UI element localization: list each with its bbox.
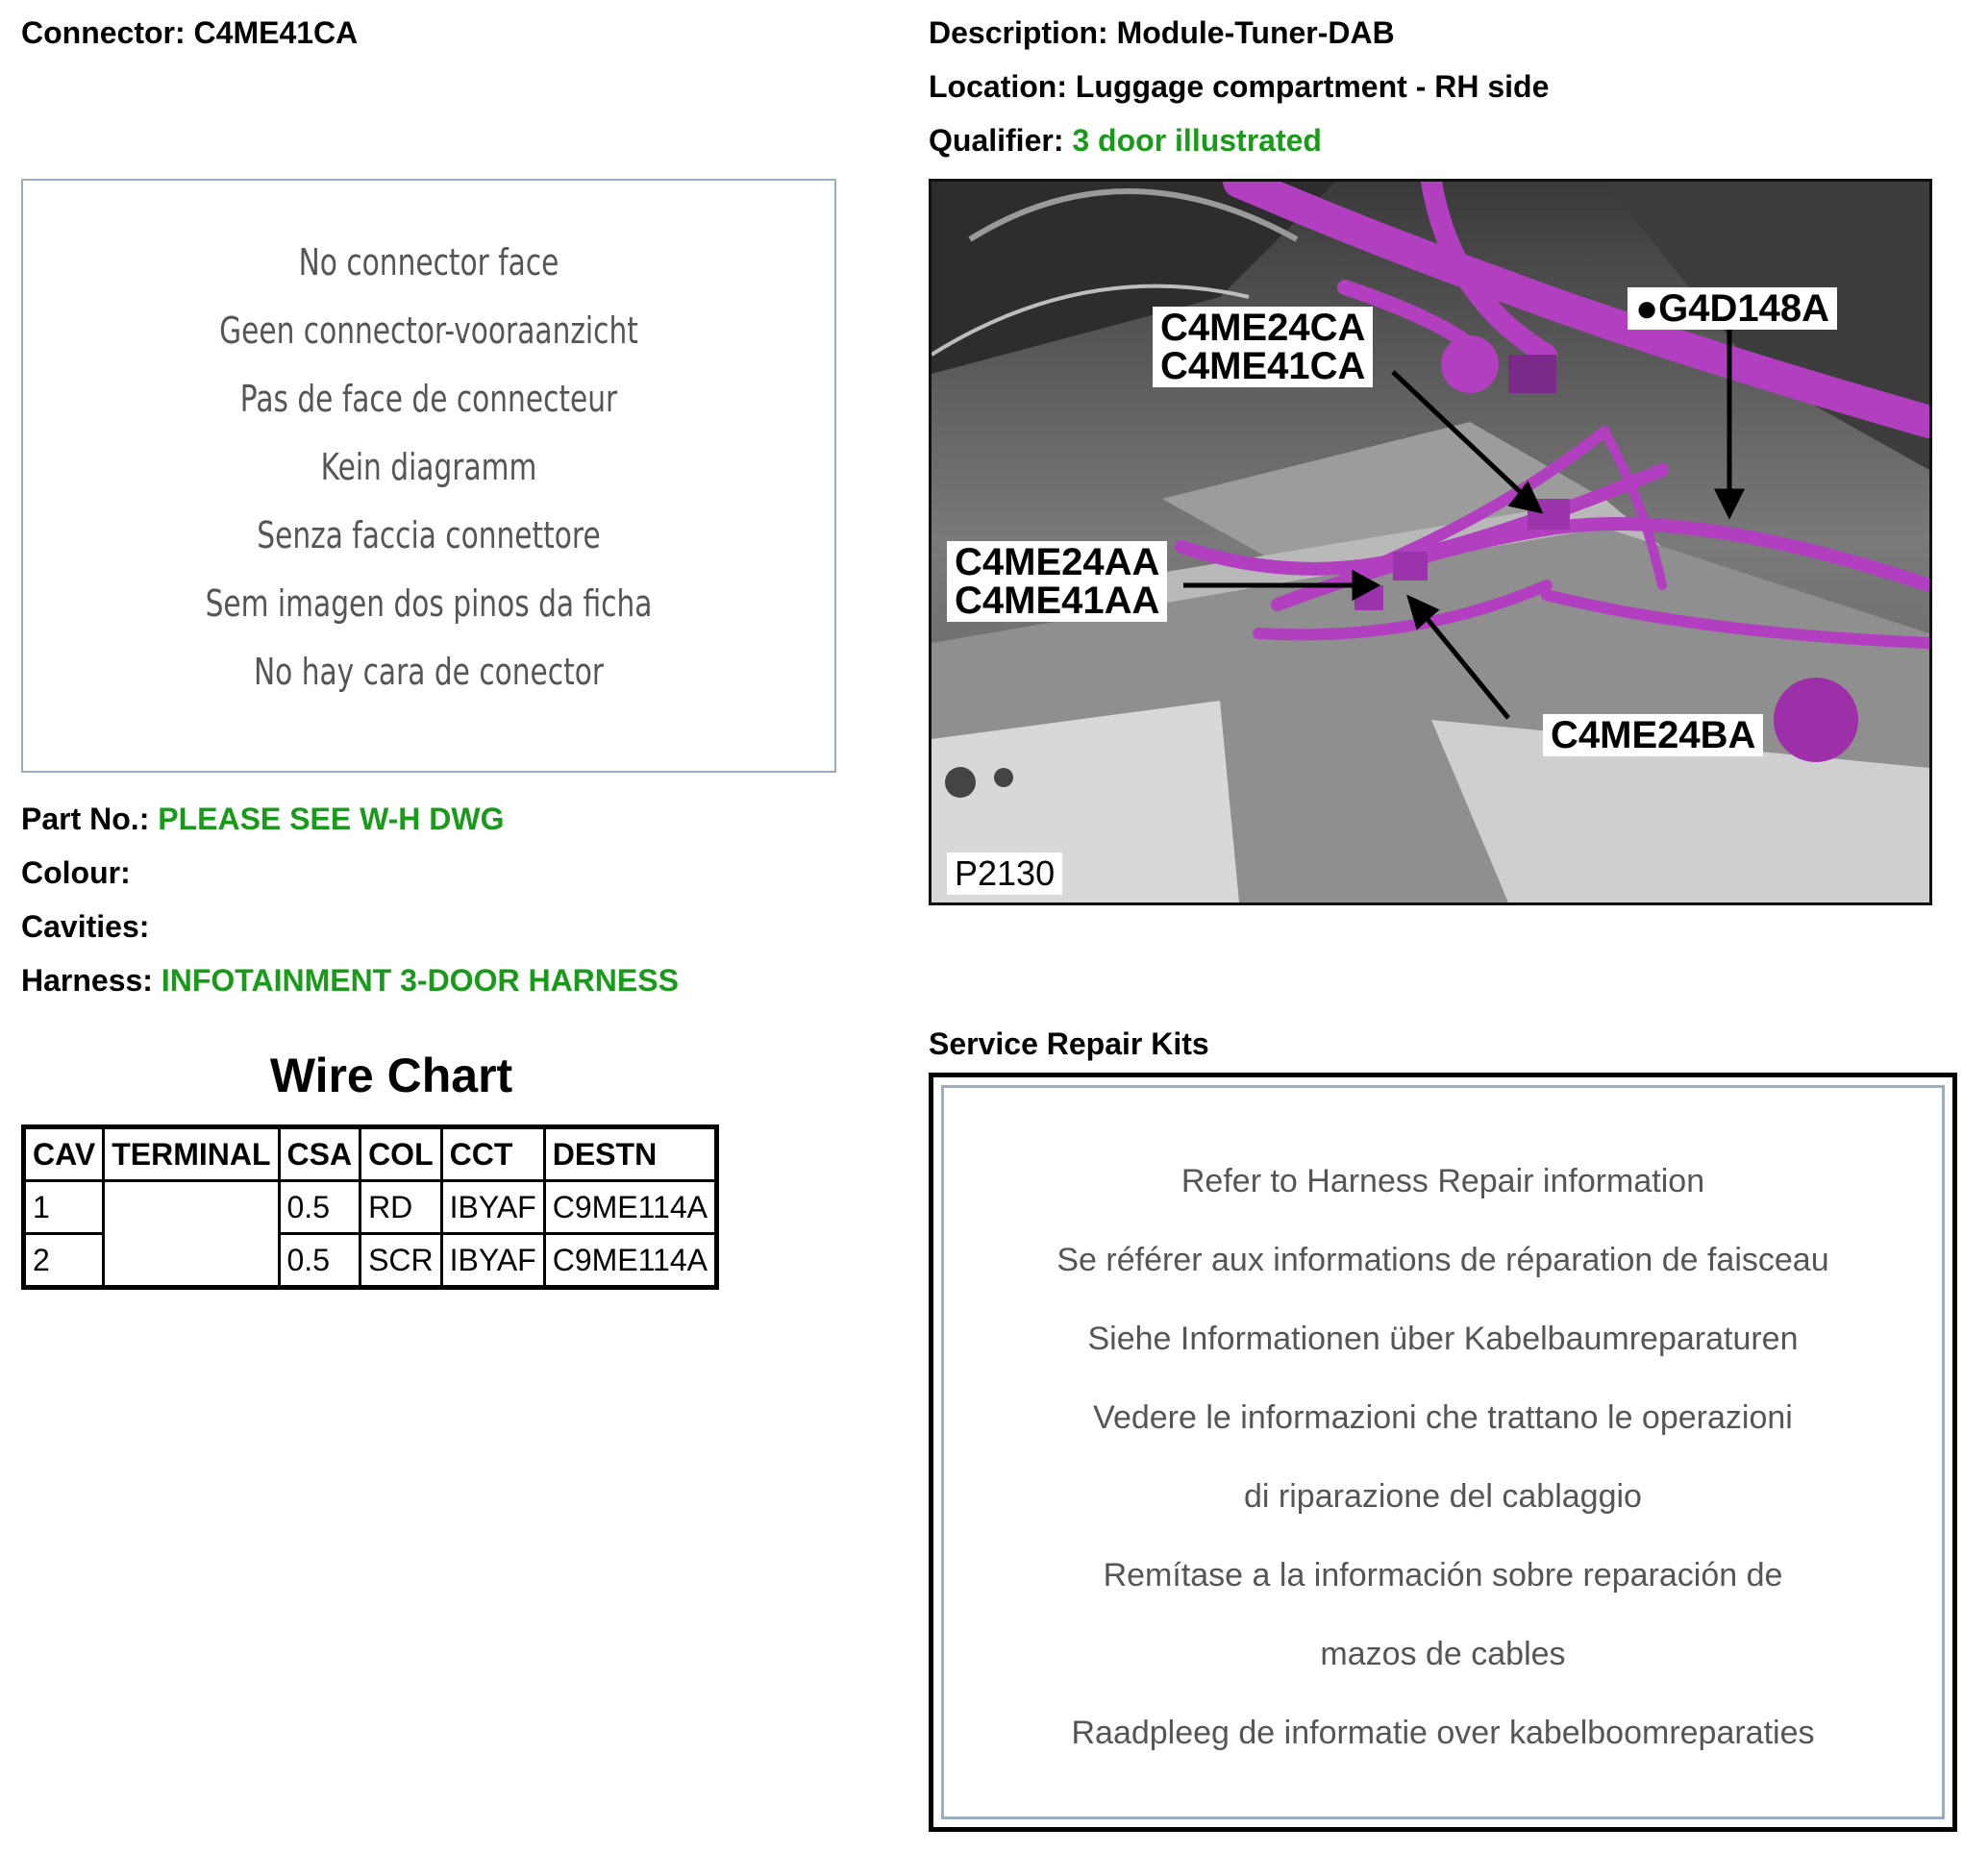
connector-label: Connector: <box>21 15 186 50</box>
part-no-value: PLEASE SEE W-H DWG <box>158 802 505 836</box>
cell-cct: IBYAF <box>441 1181 544 1234</box>
table-row <box>24 1181 717 1234</box>
cell-csa: 0.5 <box>279 1181 360 1234</box>
cell-csa: 0.5 <box>279 1234 360 1288</box>
part-no-field <box>21 802 505 837</box>
connector-face-panel <box>21 179 836 773</box>
connector-face-line: Senza faccia connettore <box>257 514 601 556</box>
connector-face-line: No hay cara de conector <box>253 651 605 693</box>
description-value: Module-Tuner-DAB <box>1116 15 1395 50</box>
description-field <box>929 15 1395 51</box>
repair-line: di riparazione del cablaggio <box>1244 1478 1642 1515</box>
cell-cav: 1 <box>24 1181 104 1234</box>
column-header-terminal: TERMINAL <box>104 1127 279 1181</box>
column-header-cav: CAV <box>24 1127 104 1181</box>
cell-destn: C9ME114A <box>544 1181 716 1234</box>
column-header-destn: DESTN <box>544 1127 716 1181</box>
callout-ground-g4d148a: ●G4D148A <box>1628 287 1837 330</box>
location-label: Location: <box>929 69 1067 104</box>
repair-line: Se référer aux informations de réparation de faisceau <box>1056 1242 1829 1278</box>
cell-col: RD <box>360 1181 442 1234</box>
cavities-field <box>21 909 149 945</box>
cell-cav: 2 <box>24 1234 104 1288</box>
repair-line: Refer to Harness Repair information <box>1180 1163 1705 1199</box>
column-header-col: COL <box>360 1127 442 1181</box>
qualifier-label: Qualifier: <box>929 123 1064 158</box>
service-repair-kits-panel <box>929 1073 1957 1832</box>
cell-terminal <box>104 1181 279 1288</box>
colour-label: Colour: <box>21 855 131 890</box>
harness-value: INFOTAINMENT 3-DOOR HARNESS <box>161 963 679 998</box>
connector-field <box>21 15 358 51</box>
description-label: Description: <box>929 15 1108 50</box>
connector-face-line: No connector face <box>298 241 559 284</box>
connector-face-text <box>112 229 745 706</box>
location-value: Luggage compartment - RH side <box>1075 69 1550 104</box>
callout-c4me24aa: C4ME24AA C4ME41AA <box>947 541 1167 622</box>
service-repair-kits-inner <box>941 1085 1945 1819</box>
qualifier-field <box>929 123 1322 159</box>
cell-cct: IBYAF <box>441 1234 544 1288</box>
callout-c4me24ca: C4ME24CA C4ME41CA <box>1153 307 1373 387</box>
part-no-label: Part No.: <box>21 802 150 836</box>
cavities-label: Cavities: <box>21 909 150 944</box>
service-repair-kits-text <box>944 1142 1942 1772</box>
location-field <box>929 69 1549 105</box>
connector-face-line: Sem imagen dos pinos da ficha <box>205 582 653 625</box>
connector-face-line: Geen connector-vooraanzicht <box>219 309 638 352</box>
wire-chart-table <box>21 1124 719 1290</box>
qualifier-value: 3 door illustrated <box>1072 123 1322 158</box>
connector-face-line: Pas de face de connecteur <box>239 378 618 420</box>
connector-value: C4ME41CA <box>193 15 359 50</box>
harness-label: Harness: <box>21 963 153 998</box>
repair-line: Vedere le informazioni che trattano le operazioni <box>1093 1399 1793 1436</box>
colour-field <box>21 855 131 891</box>
location-photo <box>929 179 1932 905</box>
column-header-cct: CCT <box>441 1127 544 1181</box>
repair-line: Remítase a la información sobre reparación de <box>1103 1557 1783 1594</box>
callout-c4me24ba: C4ME24BA <box>1543 714 1763 756</box>
repair-line: Raadpleeg de informatie over kabelboomreparaties <box>1071 1715 1815 1751</box>
connector-face-line: Kein diagramm <box>320 446 537 488</box>
wire-chart-title: Wire Chart <box>269 1049 513 1102</box>
column-header-csa: CSA <box>279 1127 360 1181</box>
repair-line: Siehe Informationen über Kabelbaumreparaturen <box>1087 1321 1799 1357</box>
service-repair-kits-title: Service Repair Kits <box>929 1026 1209 1061</box>
cell-destn: C9ME114A <box>544 1234 716 1288</box>
repair-line: mazos de cables <box>1320 1636 1566 1672</box>
harness-field <box>21 963 679 999</box>
photo-reference: P2130 <box>947 852 1062 895</box>
cell-col: SCR <box>360 1234 442 1288</box>
wire-chart-header-row <box>24 1127 717 1181</box>
